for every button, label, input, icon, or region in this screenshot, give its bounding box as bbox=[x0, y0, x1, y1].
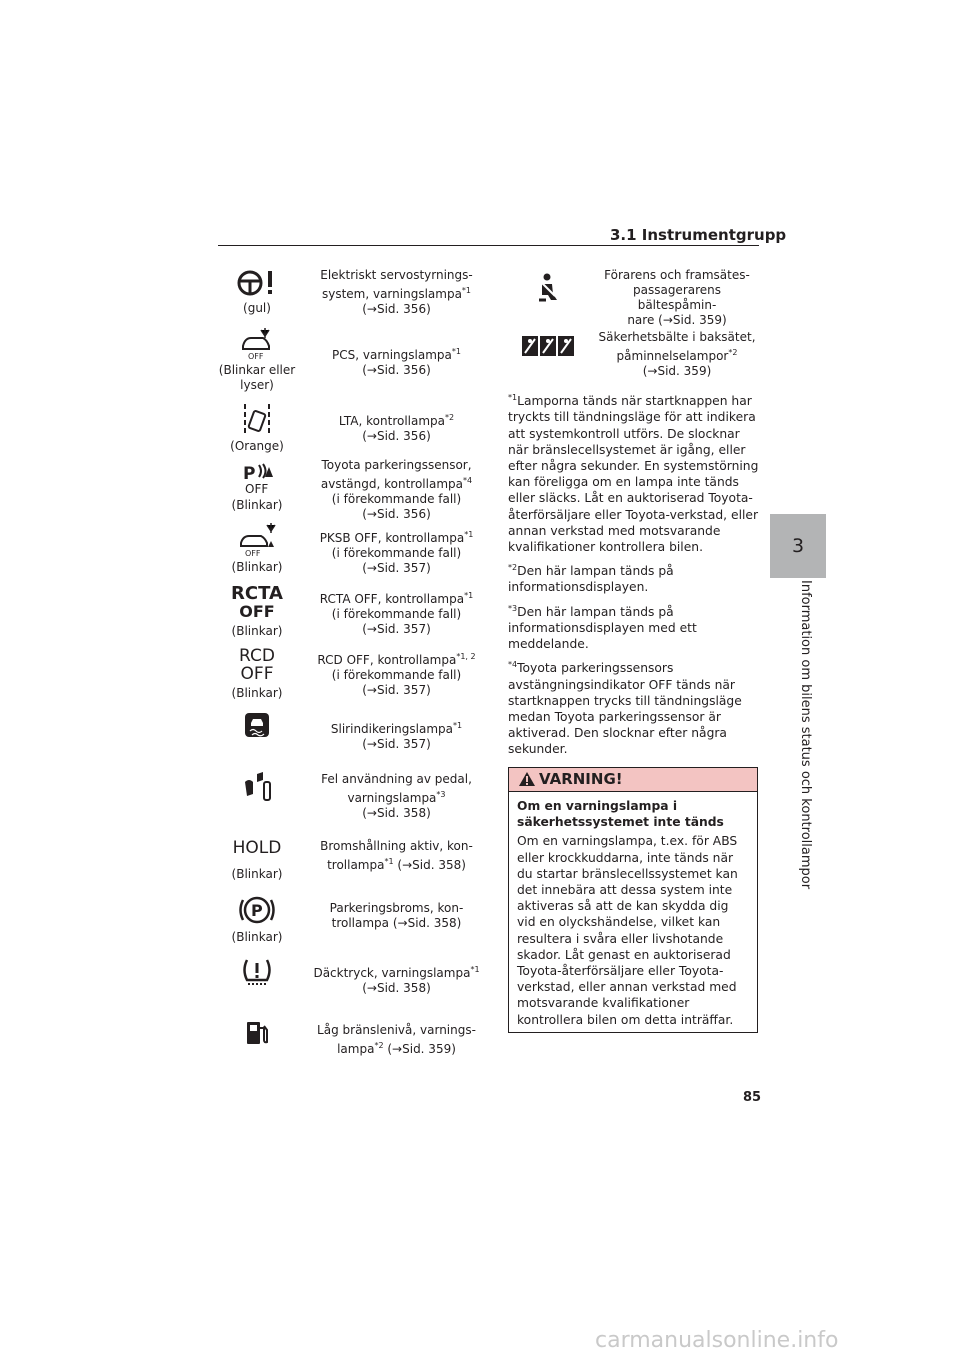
lamp-caption: (Blinkar) bbox=[231, 560, 283, 574]
parking-sensor-off-icon bbox=[235, 461, 279, 495]
lamp-description: RCTA OFF, kontrollampa$^{*1}$ (i förekommande fall) (→Sid. 357) bbox=[303, 588, 490, 637]
footnotes bbox=[508, 390, 760, 763]
parking-brake-icon bbox=[235, 893, 279, 927]
lamp-description: Däcktryck, varningslampa$^{*1}$ (→Sid. 358) bbox=[303, 962, 490, 996]
page-ref-link[interactable]: (→Sid. 357) bbox=[362, 622, 431, 636]
rear-seatbelt-icon bbox=[521, 335, 575, 357]
hold-icon: HOLD bbox=[232, 838, 282, 858]
lamp-caption: (Blinkar) bbox=[231, 930, 283, 944]
lamp-caption: (Blinkar eller lyser) bbox=[218, 363, 296, 392]
indicator-row bbox=[215, 647, 490, 705]
indicator-row bbox=[215, 458, 490, 521]
lamp-description: Bromshållning aktiv, kon- trollampa$^{*1}$ (→Sid. 358) bbox=[320, 839, 473, 872]
warning-triangle-icon bbox=[518, 771, 536, 787]
lamp-description: PCS, varningslampa$^{*1}$ (→Sid. 356) bbox=[303, 344, 490, 378]
page-ref-link[interactable]: (→Sid. 359) bbox=[642, 364, 712, 378]
lamp-description: Säkerhetsbälte i baksätet, påminnelselampor$^{*2}$ (→Sid. 359) bbox=[594, 330, 760, 379]
low-fuel-icon bbox=[242, 1018, 272, 1048]
indicator-row bbox=[215, 402, 490, 458]
indicator-row bbox=[508, 268, 760, 326]
page-ref-link[interactable]: (→Sid. 359) bbox=[658, 313, 727, 327]
svg-text:P: P bbox=[243, 464, 256, 484]
warning-title: VARNING! bbox=[539, 770, 623, 788]
chapter-title: Information om bilens status och kontrollampor bbox=[798, 580, 813, 890]
chapter-tab[interactable]: 3 bbox=[770, 514, 826, 578]
lamp-caption: (Blinkar) bbox=[231, 498, 283, 512]
warning-header bbox=[509, 768, 757, 792]
header-rule bbox=[218, 245, 759, 246]
lamp-description: RCD OFF, kontrollampa$^{*1, 2}$ (i förekommande fall) (→Sid. 357) bbox=[303, 649, 490, 698]
footnote: $^{*1}$Lamporna tänds när startknappen har tryckts till tändningsläge för att indikera att systemkontroll utförs. De slocknar när bränslecellsystemet är igång, eller efter några sekunder. En systemstörning kan föreligga om en lampa inte tänds eller släcks. Låt en auktoriserad Toyota-återförsäljare eller Toyota-verkstad, eller annan verkstad med motsvarande kvalifikationer kontrollera bilen. bbox=[508, 393, 759, 554]
footnote: $^{*3}$Den här lampan tänds på informationsdisplayen med ett meddelande. bbox=[508, 603, 697, 652]
rcta-off-icon: RCTA OFF bbox=[231, 583, 283, 621]
pcs-off-icon bbox=[235, 328, 279, 360]
lta-icon bbox=[237, 402, 277, 436]
page-ref-link[interactable]: (→Sid. 358) bbox=[397, 858, 466, 872]
pedal-misuse-icon bbox=[237, 770, 277, 802]
warning-box bbox=[508, 767, 758, 1033]
indicator-row bbox=[215, 893, 490, 947]
rcd-off-icon: RCD OFF bbox=[239, 646, 275, 684]
page-ref-link[interactable]: (→Sid. 356) bbox=[362, 363, 431, 377]
lamp-description: LTA, kontrollampa$^{*2}$ (→Sid. 356) bbox=[303, 410, 490, 444]
section-header: 3.1 Instrumentgrupp bbox=[610, 226, 787, 244]
watermark: carmanualsonline.info bbox=[595, 1328, 839, 1353]
seatbelt-icon bbox=[533, 272, 563, 302]
steering-warning-icon bbox=[235, 268, 279, 298]
page-ref-link[interactable]: (→Sid. 358) bbox=[362, 981, 431, 995]
warning-heading: Om en varningslampa i säkerhetssystemet inte tänds bbox=[517, 799, 724, 830]
indicator-row bbox=[508, 330, 760, 376]
footnote: $^{*2}$Den här lampan tänds på informationsdisplayen. bbox=[508, 563, 674, 595]
indicator-row bbox=[215, 712, 490, 762]
indicator-row bbox=[215, 838, 490, 890]
indicator-row bbox=[215, 1018, 490, 1058]
lamp-description: Fel användning av pedal, varningslampa$^{*3}$ (→Sid. 358) bbox=[303, 772, 490, 821]
svg-text:OFF: OFF bbox=[245, 549, 261, 557]
lamp-caption: (Orange) bbox=[230, 439, 284, 453]
slip-indicator-icon bbox=[244, 712, 270, 738]
lamp-caption: (Blinkar) bbox=[231, 624, 283, 638]
page-ref-link[interactable]: (→Sid. 358) bbox=[362, 806, 431, 820]
indicator-row bbox=[215, 585, 490, 643]
indicator-row bbox=[215, 770, 490, 820]
svg-text:OFF: OFF bbox=[245, 482, 269, 495]
svg-text:P: P bbox=[251, 901, 263, 920]
lamp-description: Elektriskt servostyrnings- system, varningslampa$^{*1}$ (→Sid. 356) bbox=[303, 268, 490, 317]
lamp-caption: (gul) bbox=[243, 301, 271, 315]
indicator-row bbox=[215, 956, 490, 996]
pksb-off-icon bbox=[235, 523, 279, 557]
page-ref-link[interactable]: (→Sid. 357) bbox=[362, 737, 431, 751]
indicator-row bbox=[215, 523, 490, 581]
indicator-row bbox=[215, 328, 490, 390]
lamp-caption: (Blinkar) bbox=[231, 867, 283, 881]
svg-text:OFF: OFF bbox=[248, 352, 264, 360]
page-number: 85 bbox=[743, 1090, 762, 1105]
lamp-caption: (Blinkar) bbox=[231, 686, 283, 700]
page-ref-link[interactable]: (→Sid. 356) bbox=[362, 429, 431, 443]
warning-text: Om en varningslampa, t.ex. för ABS eller krockkuddarna, inte tänds när du startar bränslecellssystemet kan det innebära att dessa system inte aktiveras så att de kan skydda dig vid en olyckshändelse, vilket kan resultera i svåra eller livshotande skador. Låt genast en auktoriserad Toyota-återförsäljare eller Toyota-verkstad, eller annan verkstad med motsvarande kvalifikationer kontrollera bilen om detta inträffar. bbox=[517, 834, 738, 1027]
lamp-description: Förarens och framsätes- passagerarens bältespåmin- nare (→Sid. 359) bbox=[604, 268, 750, 327]
tire-pressure-icon bbox=[240, 956, 274, 988]
page-ref-link[interactable]: (→Sid. 357) bbox=[362, 683, 431, 697]
lamp-description: Toyota parkeringssensor, avstängd, kontrollampa$^{*4}$ (i förekommande fall) (→Sid. 356) bbox=[303, 458, 490, 522]
page-ref-link[interactable]: (→Sid. 357) bbox=[362, 561, 431, 575]
page-ref-link[interactable]: (→Sid. 356) bbox=[362, 302, 431, 316]
lamp-description: PKSB OFF, kontrollampa$^{*1}$ (i förekommande fall) (→Sid. 357) bbox=[303, 527, 490, 576]
lamp-description: Låg bränslenivå, varnings- lampa$^{*2}$ (→Sid. 359) bbox=[317, 1023, 476, 1056]
page-ref-link[interactable]: (→Sid. 358) bbox=[392, 916, 462, 930]
lamp-description: Slirindikeringslampa$^{*1}$ (→Sid. 357) bbox=[303, 718, 490, 752]
page-ref-link[interactable]: (→Sid. 359) bbox=[387, 1042, 456, 1056]
page-ref-link[interactable]: (→Sid. 356) bbox=[362, 507, 431, 521]
lamp-description: Parkeringsbroms, kon- trollampa (→Sid. 358) bbox=[329, 901, 464, 930]
footnote: $^{*4}$Toyota parkeringssensors avstängningsindikator OFF tänds när startknappen trycks till tändningsläge medan Toyota parkeringssensor är aktiverad. Den slocknar efter några sekunder. bbox=[508, 660, 742, 757]
indicator-row bbox=[215, 268, 490, 324]
